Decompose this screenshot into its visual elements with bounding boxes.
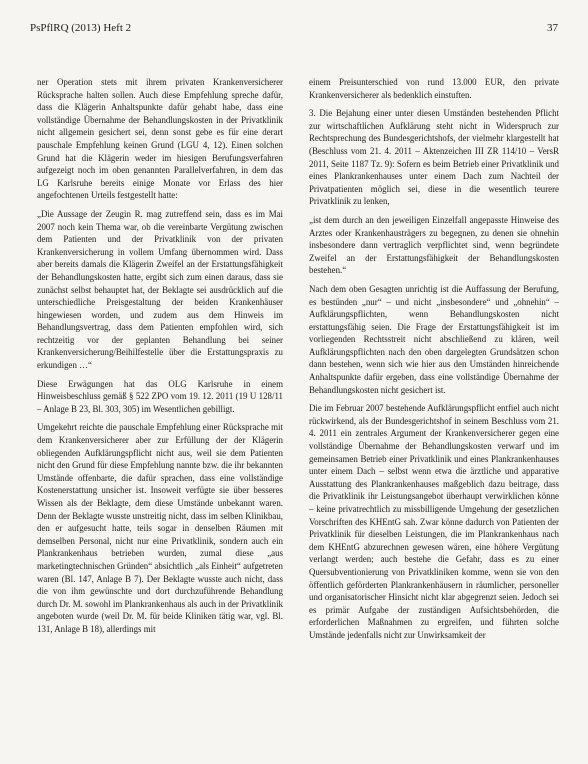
right-column xyxy=(309,76,559,648)
journal-title: PsPflRQ (2013) Heft 2 xyxy=(30,22,132,34)
paragraph: Die im Februar 2007 bestehende Aufklärungspflicht entfiel auch nicht rückwirkend, als der Bundesgerichtshof in seinem Beschluss vom 21. 4. 2011 ein zentrales Argument der Krankenversicherer gegen eine vollständige Übernahme der Behandlungskosten verwarf und im gemeinsamen Betrieb einer Privatklinik und eines Plankrankenhauses unter einem Dach – selbst wenn etwa die ärztliche und apparative Ausstattung des Plankrankenhauses maßgeblich dazu beitrage, dass die Privatklinik ihr Leistungsangebot überhaupt verwirklichen könne – keine privatrechtlich zu missbilligende Umgehung der gesetzlichen Vorschriften des KHEntG sah. Zwar könne dadurch von Patienten der Privatklinik für dieselben Leistungen, die im Plankrankenhaus nach dem KHEntG abzurechnen gewesen wären, eine höhere Vergütung verlangt werden; auch bestehe die Gefahr, dass es zu einer Quersubventionierung von Privatkliniken komme, wenn sie von den öffentlich geförderten Plankrankenhäusern in räumlicher, personeller und organisatorischer Hinsicht nicht klar abgegrenzt seien. Jedoch sei es primär Aufgabe der zuständigen Aufsichtsbehörden, die erforderlichen Maßnahmen zu ergreifen, und führten solche Umstände jedenfalls nicht zur Unwirksamkeit der xyxy=(309,403,559,640)
left-column xyxy=(37,76,283,642)
paragraph: 3. Die Bejahung einer unter diesen Umständen bestehenden Pflicht zur wirtschaftlichen Aufklärung steht nicht in Widerspruch zur Rechtsprechung des Bundesgerichtshofs, der vielmehr klargestellt hat (Beschluss vom 21. 4. 2011 – Aktenzeichen III ZR 114/10 – VersR 2011, Seite 1187 Tz. 9): Sofern es beim Betrieb einer Privatklinik und eines Plankrankenhauses unter einem Dach zum Nachteil der Privatpatienten möglich sei, diese in die wesentlich teurere Privatklinik zu lenken, xyxy=(309,108,559,207)
quotation: „ist dem durch an den jeweiligen Einzelfall angepasste Hinweise des Arztes oder Krankenhausträgers zu begegnen, zu denen sie ohnehin insbesondere dann vertraglich verpflichtet sind, wenn begründete Zweifel an der Erstattungsfähigkeit der Behandlungskosten bestehen.“ xyxy=(309,214,559,276)
paragraph: Umgekehrt reichte die pauschale Empfehlung einer Rücksprache mit dem Krankenversicherer aber zur Erfüllung der der Klägerin obliegenden Aufklärungspflicht nicht aus, weil sie dem Patienten nicht den Grund für diese Empfehlung nannte bzw. die ihr bekannten Umstände offenbarte, die dafür sprachen, dass eine vollständige Kostenerstattung unsicher ist. Insoweit verfügte sie über besseres Wissen als der Beklagte, dem diese Umstände unbekannt waren. Denn der Beklagte wusste unstreitig nicht, dass im selben Klinikbau, den er aufgesucht hatte, teils sogar in denselben Räumen mit demselben Personal, nicht nur eine Privatklinik, sondern auch ein Plankrankenhaus betrieben wurden, zumal diese „aus marketingtechnischen Gründen“ absichtlich „als Einheit“ aufgetreten waren (Bl. 147, Anlage B 7). Der Beklagte wusste auch nicht, dass die von ihm gewünschte und dort durchzuführende Behandlung durch Dr. M. sowohl im Plankrankenhaus als auch in der Privatklinik angeboten wurde (weil Dr. M. für beide Kliniken tätig war, vgl. Bl. 131, Anlage B 18), allerdings mit xyxy=(37,422,283,634)
paragraph: einem Preisunterschied von rund 13.000 EUR, den private Krankenversicherer als bedenklich einstuften. xyxy=(309,77,559,100)
quotation: „Die Aussage der Zeugin R. mag zutreffend sein, dass es im Mai 2007 noch kein Thema war, ob die vereinbarte Vergütung zwischen dem Patienten und der Privatklinik von der privaten Krankenversicherung in vollem Umfang übernommen wird. Dass aber bereits damals die Klägerin Zweifel an der Erstattungsfähigkeit der Behandlungskosten hatte, ergibt sich zum einen daraus, dass sie zunächst selbst behauptet hat, der Beklagte sei ausdrücklich auf die unterschiedliche Preisgestaltung der beiden Krankenhäuser hingewiesen worden, und zudem aus dem Hinweis im Behandlungsvertrag, dass dem Patienten empfohlen wird, sich rechtzeitig vor der geplanten Behandlung bei seiner Krankenversicherung/Beihilfestelle über die Erstattungspraxis zu erkundigen …“ xyxy=(37,208,283,371)
running-header xyxy=(30,20,558,36)
page-number: 37 xyxy=(547,22,558,34)
paragraph: Diese Erwägungen hat das OLG Karlsruhe in einem Hinweisbeschluss gemäß § 522 ZPO vom 19. 12. 2011 (19 U 128/11 – Anlage B 23, Bl. 303, 305) im Wesentlichen gebilligt. xyxy=(37,378,283,414)
paragraph: ner Operation stets mit ihrem privaten Krankenversicherer Rücksprache halten sollen. Auch diese Empfehlung spreche dafür, dass die Klägerin Anhaltspunkte dafür gehabt habe, dass eine vollständige Übernahme der Behandlungskosten in der Privatklinik nicht allgemein gesichert sei, denn sonst gebe es für eine derart pauschale Empfehlung keinen Grund (LGU 4, 12). Einen solchen Grund hat die Klägerin weder im hiesigen Berufungsverfahren aufgezeigt noch im oben genannten Parallelverfahren, in dem das LG Karlsruhe bereits einige Monate vor Erlass des hier angefochtenen Urteils festgestellt hatte: xyxy=(37,77,283,201)
paragraph: Nach dem oben Gesagten unrichtig ist die Auffassung der Berufung, es bestünden „nur“ – und nicht „insbesondere“ und „ohnehin“ – Aufklärungspflichten, wenn Behandlungskosten nicht erstattungsfähig seien. Die Frage der Erstattungsfähigkeit ist im vorliegenden Rechtsstreit nicht abschließend zu klären, weil Aufklärungspflichten nach den oben dargelegten Grundsätzen schon dann bestehen, wenn sich wie hier aus den Umständen hinreichende Anhaltspunkte dafür ergeben, dass eine vollständige Übernahme der Behandlungskosten nicht gesichert ist. xyxy=(309,283,559,395)
